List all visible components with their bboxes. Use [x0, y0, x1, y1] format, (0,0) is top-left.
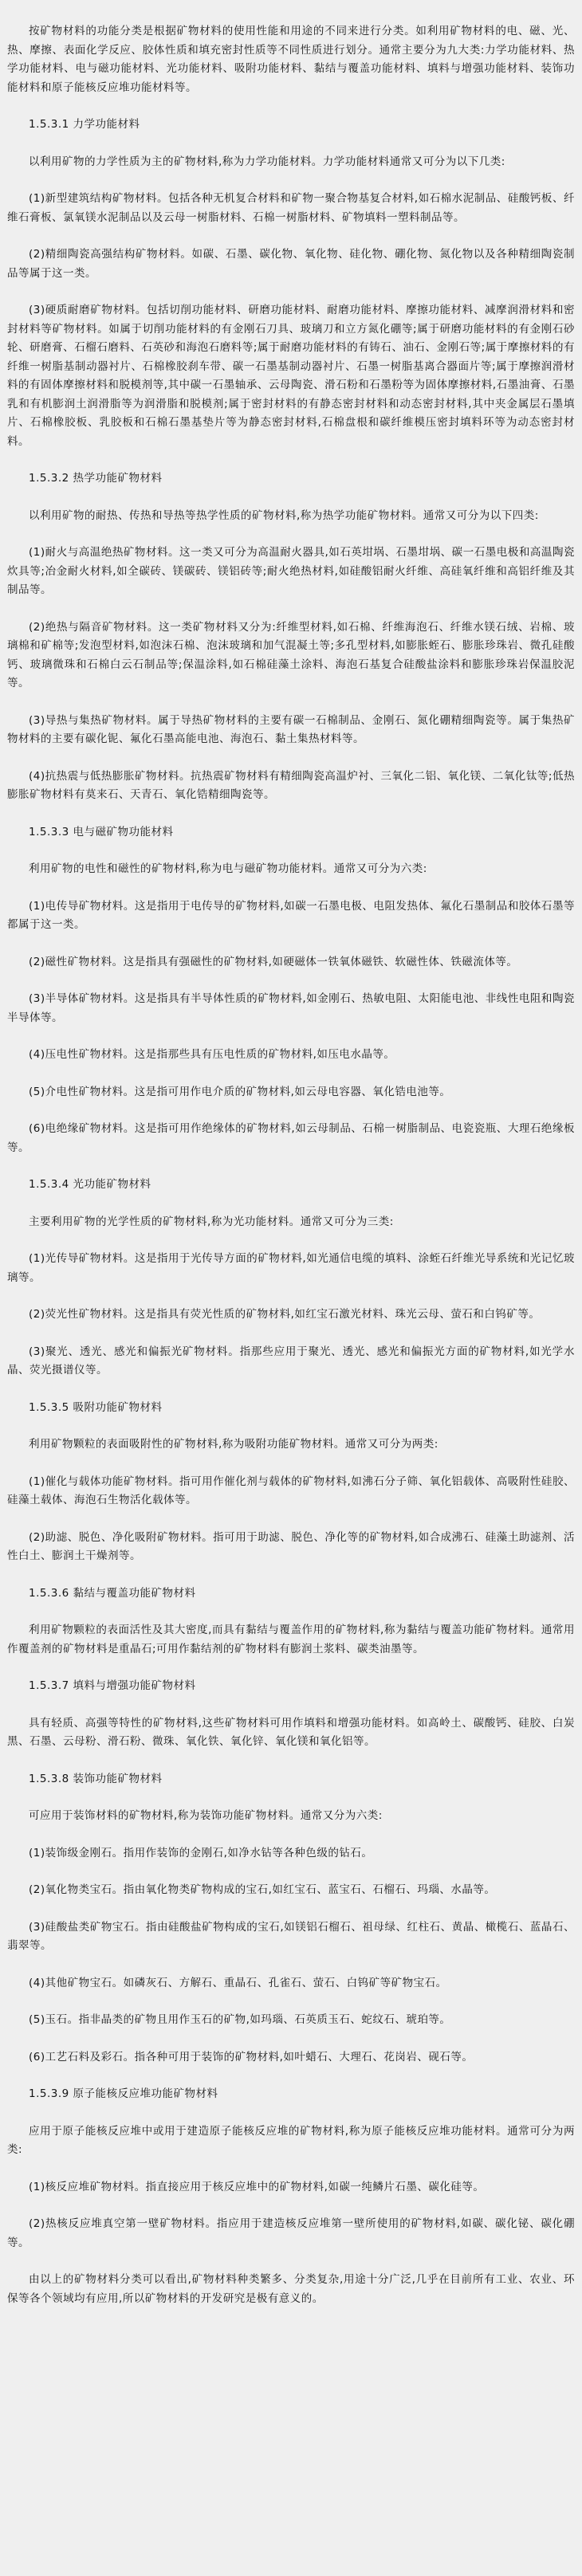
- list-item-paragraph: (4)抗热震与低热膨胀矿物材料。抗热震矿物材料有精细陶瓷高温炉衬、三氧化二铝、氧化镁、二氧化钛等;低热膨胀矿物材料有莫来石、天青石、氧化锆精细陶瓷等。: [7, 769, 575, 801]
- list-item-paragraph: (1)核反应堆矿物材料。指直接应用于核反应堆中的矿物材料,如碳一纯鳞片石墨、碳化硅等。: [29, 2180, 485, 2193]
- list-item-paragraph: (1)催化与载体功能矿物材料。指可用作催化剂与载体的矿物材料,如沸石分子筛、氧化铝载体、高吸附性硅胶、硅藻土载体、海泡石生物活化载体等。: [7, 1475, 575, 1506]
- paragraph: 以利用矿物的力学性质为主的矿物材料,称为力学功能材料。力学功能材料通常又可分为以下几类:: [29, 155, 505, 168]
- list-item-paragraph: (1)电传导矿物材料。这是指用于电传导的矿物材料,如碳一石墨电极、电阻发热体、氟化石墨制品和胶体石墨等都属于这一类。: [7, 899, 575, 931]
- list-item-paragraph: (1)耐火与高温绝热矿物材料。这一类又可分为高温耐火器具,如石英坩埚、石墨坩埚、碳一石墨电极和高温陶瓷炊具等;冶金耐火材料,如全碳砖、镁碳砖、镁铝砖等;耐火绝热材料,如硅酸铝耐火纤维、高硅氧纤维和高铝纤维及其制品等。: [7, 546, 575, 596]
- section-heading-1531: 1.5.3.1 力学功能材料: [29, 118, 140, 131]
- list-item-paragraph: (2)磁性矿物材料。这是指具有强磁性的矿物材料,如硬磁体一铁氧体磁铁、软磁性体、铁磁流体等。: [29, 955, 518, 968]
- list-item-paragraph: (4)压电性矿物材料。这是指那些具有压电性质的矿物材料,如压电水晶等。: [29, 1048, 395, 1061]
- list-item-paragraph: (3)半导体矿物材料。这是指具有半导体性质的矿物材料,如金刚石、热敏电阻、太阳能电池、非线性电阻和陶瓷半导体等。: [7, 992, 575, 1024]
- list-item-paragraph: (1)光传导矿物材料。这是指用于光传导方面的矿物材料,如光通信电缆的填料、涂蛭石纤维光导系统和光记忆玻璃等。: [7, 1252, 575, 1284]
- list-item-paragraph: (4)其他矿物宝石。如磷灰石、方解石、重晶石、孔雀石、萤石、白钨矿等矿物宝石。: [29, 1976, 447, 1989]
- list-item-paragraph: (1)装饰级金刚石。指用作装饰的金刚石,如净水钻等各种色级的钻石。: [29, 1846, 373, 1859]
- list-item-paragraph: (3)聚光、透光、感光和偏振光矿物材料。指那些应用于聚光、透光、感光和偏振光方面的矿物材料,如光学水晶、荧光摄谱仪等。: [7, 1345, 575, 1376]
- section-heading-1533: 1.5.3.3 电与磁矿物功能材料: [29, 825, 174, 838]
- section-heading-1537: 1.5.3.7 填料与增强功能矿物材料: [29, 1679, 196, 1692]
- list-item-paragraph: (2)助滤、脱色、净化吸附矿物材料。指可用于助滤、脱色、净化等的矿物材料,如合成沸石、硅藻土助滤剂、活性白土、膨润土干燥剂等。: [7, 1530, 575, 1562]
- section-heading-1539: 1.5.3.9 原子能核反应堆功能矿物材料: [29, 2087, 218, 2100]
- section-heading-1536: 1.5.3.6 黏结与覆盖功能矿物材料: [29, 1586, 196, 1600]
- list-item-paragraph: (2)精细陶瓷高强结构矿物材料。如碳、石墨、碳化物、氧化物、硅化物、硼化物、氮化物以及各种精细陶瓷制品等属于这一类。: [7, 248, 575, 280]
- paragraph: 具有轻质、高强等特性的矿物材料,这些矿物材料可用作填料和增强功能材料。如高岭土、碳酸钙、硅胶、白炭黑、石墨、云母粉、滑石粉、微珠、氧化铁、氧化锌、氧化镁和氧化铝等。: [7, 1716, 575, 1748]
- list-item-paragraph: (3)硬质耐磨矿物材料。包括切削功能材料、研磨功能材料、耐磨功能材料、摩擦功能材料、减摩润滑材料和密封材料等矿物材料。如属于切削功能材料的有金刚石刀具、玻璃刀和立方氮化硼等;属于研磨功能材料的有金刚石砂轮、研磨膏、石榴石磨料、石英砂和海泡石磨料等;属于耐磨功能材料的有铸石、油石、金刚石等;属于摩擦材料的有纤维一树脂基制动器衬片、石棉橡胶刹车带、碳一石墨基制动器衬片、石墨一树脂基离合器面片等;属于摩擦润滑材料的有固体摩擦材料和脱模剂等,其中碳一石墨轴承、云母陶瓷、滑石粉和石墨粉等为固体摩擦材料,石墨油膏、石墨乳和有机膨润土润滑脂等为润滑脂和脱模剂;属于密封材料的有静态密封材料和动态密封材料,其中夹金属层石墨填片、石棉橡胶板、乳胶板和石棉石墨基垫片等为静态密封材料,石棉盘根和碳纤维模压密封填料环等为动态密封材料。: [7, 304, 575, 448]
- paragraph: 可应用于装饰材料的矿物材料,称为装饰功能矿物材料。通常又分为六类:: [29, 1809, 383, 1822]
- section-heading-1535: 1.5.3.5 吸附功能矿物材料: [29, 1400, 163, 1414]
- section-heading-1534: 1.5.3.4 光功能矿物材料: [29, 1178, 151, 1191]
- list-item-paragraph: (5)介电性矿物材料。这是指可用作电介质的矿物材料,如云母电容器、氧化锆电池等。: [29, 1085, 451, 1098]
- paragraph: 利用矿物的电性和磁性的矿物材料,称为电与磁矿物功能材料。通常又可分为六类:: [29, 862, 427, 875]
- section-heading-1532: 1.5.3.2 热学功能矿物材料: [29, 472, 163, 485]
- list-item-paragraph: (3)硅酸盐类矿物宝石。指由硅酸盐矿物构成的宝石,如镁铝石榴石、祖母绿、红柱石、黄晶、橄榄石、蓝晶石、翡翠等。: [7, 1920, 575, 1952]
- list-item-paragraph: (3)导热与集热矿物材料。属于导热矿物材料的主要有碳一石棉制品、金刚石、氮化硼精细陶瓷等。属于集热矿物材料的主要有碳化铌、氟化石墨高能电池、海泡石、黏土集热材料等。: [7, 713, 575, 745]
- paragraph: 以利用矿物的耐热、传热和导热等热学性质的矿物材料,称为热学功能矿物材料。通常又可分为以下四类:: [29, 509, 539, 522]
- list-item-paragraph: (1)新型建筑结构矿物材料。包括各种无机复合材料和矿物一聚合物基复合材料,如石棉水泥制品、硅酸钙板、纤维石膏板、氯氧镁水泥制品以及云母一树脂材料、石棉一树脂材料、矿物填料一塑料制品等。: [7, 192, 575, 224]
- list-item-paragraph: (6)工艺石料及彩石。指各种可用于装饰的矿物材料,如叶蜡石、大理石、花岗岩、砚石等。: [29, 2050, 474, 2064]
- list-item-paragraph: (2)绝热与隔音矿物材料。这一类矿物材料又分为:纤维型材料,如石棉、纤维海泡石、纤维水镁石绒、岩棉、玻璃棉和矿棉等;发泡型材料,如泡沫石棉、泡沫玻璃和加气混凝土等;多孔型材料,如膨胀蛭石、膨胀珍珠岩、微孔硅酸钙、玻璃微珠和石棉白云石制品等;保温涂料,如石棉硅藻土涂料、海泡石基复合硅酸盐涂料和膨胀珍珠岩保温胶泥等。: [7, 620, 575, 689]
- list-item-paragraph: (2)热核反应堆真空第一壁矿物材料。指应用于建造核反应堆第一壁所使用的矿物材料,如碳、碳化铋、碳化硼等。: [7, 2217, 575, 2249]
- list-item-paragraph: (5)玉石。指非晶类的矿物且用作玉石的矿物,如玛瑙、石英质玉石、蛇纹石、琥珀等。: [29, 2013, 451, 2026]
- closing-paragraph: 由以上的矿物材料分类可以看出,矿物材料种类繁多、分类复杂,用途十分广泛,几乎在目前所有工业、农业、环保等各个领域均有应用,所以矿物材料的开发研究是极有意义的。: [7, 2273, 575, 2305]
- paragraph: 利用矿物颗粒的表面吸附性的矿物材料,称为吸附功能矿物材料。通常又可分为两类:: [29, 1438, 438, 1451]
- section-heading-1538: 1.5.3.8 装饰功能矿物材料: [29, 1772, 163, 1785]
- list-item-paragraph: (2)氧化物类宝石。指由氧化物类矿物构成的宝石,如红宝石、蓝宝石、石榴石、玛瑙、水晶等。: [29, 1883, 496, 1896]
- list-item-paragraph: (6)电绝缘矿物材料。这是指可用作绝缘体的矿物材料,如云母制品、石棉一树脂制品、电瓷瓷瓶、大理石绝缘板等。: [7, 1122, 575, 1154]
- list-item-paragraph: (2)荧光性矿物材料。这是指具有荧光性质的矿物材料,如红宝石激光材料、珠光云母、萤石和白钨矿等。: [29, 1308, 541, 1321]
- paragraph: 应用于原子能核反应堆中或用于建造原子能核反应堆的矿物材料,称为原子能核反应堆功能材料。通常可分为两类:: [7, 2124, 575, 2156]
- paragraph: 利用矿物颗粒的表面活性及其大密度,而具有黏结与覆盖作用的矿物材料,称为黏结与覆盖功能矿物材料。通常用作覆盖剂的矿物材料是重晶石;可用作黏结剂的矿物材料有膨润土浆料、碳类油墨等。: [7, 1624, 575, 1655]
- intro-paragraph: 按矿物材料的功能分类是根据矿物材料的使用性能和用途的不同来进行分类。如利用矿物材料的电、磁、光、热、摩擦、表面化学反应、胶体性质和填充密封性质等不同性质进行划分。通常主要分为九大类:力学功能材料、热学功能材料、电与磁功能材料、光功能材料、吸附功能材料、黏结与覆盖功能材料、填料与增强功能材料、装饰功能材料和原子能核反应堆功能材料等。: [7, 25, 575, 94]
- paragraph: 主要利用矿物的光学性质的矿物材料,称为光功能材料。通常又可分为三类:: [29, 1215, 394, 1228]
